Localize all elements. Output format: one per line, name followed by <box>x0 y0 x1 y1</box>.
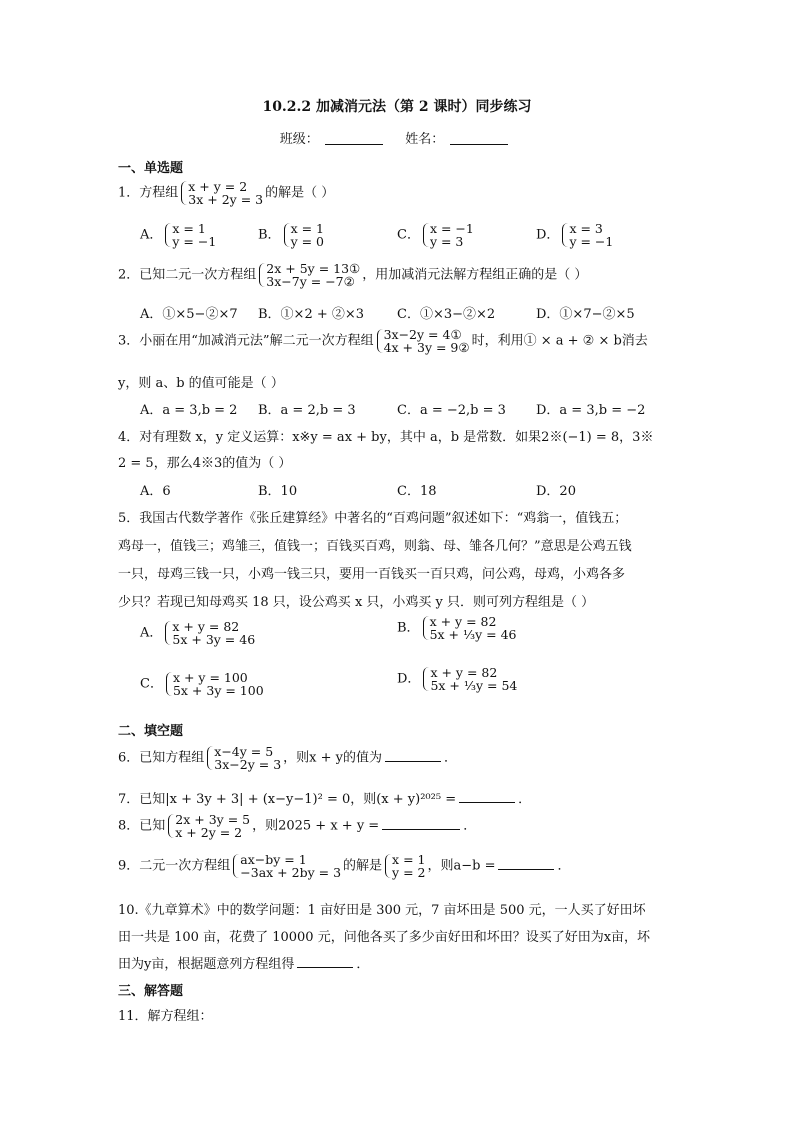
answer-blank[interactable] <box>459 791 515 803</box>
option-b[interactable]: B．10 <box>258 484 298 499</box>
question-5: 5．我国古代数学著作《张丘建算经》中著名的“百鸡问题”叙述如下：“鸡翁一，值钱五； <box>118 511 628 526</box>
option-d[interactable]: D．20 <box>536 484 576 499</box>
option-b[interactable]: B．a = 2,b = 3 <box>258 403 356 418</box>
equation-system: x−4y = 5 3x−2y = 3 <box>206 745 281 771</box>
option-d[interactable]: D． x = 3 y = −1 <box>536 221 614 249</box>
option-a[interactable]: A．6 <box>140 484 171 499</box>
option-d[interactable]: D．①×7−②×5 <box>536 307 635 322</box>
equation-system: x = 1 y = −1 <box>164 222 216 248</box>
name-field[interactable] <box>450 132 508 145</box>
equation-system: ax−by = 1 −3ax + 2by = 3 <box>232 853 341 879</box>
name-label: 姓名： <box>405 132 445 147</box>
equation-system: x = 1 y = 0 <box>283 222 324 248</box>
equation-system: x + y = 82 5x + ⅓y = 46 <box>422 615 517 641</box>
option-c[interactable]: C． x + y = 100 5x + 3y = 100 <box>140 670 264 698</box>
option-a[interactable]: A．①×5−②×7 <box>140 307 238 322</box>
question-4-line-2: 2 = 5，那么4※3的值为（ ） <box>118 456 292 471</box>
option-b[interactable]: B． x + y = 82 5x + ⅓y = 46 <box>397 614 517 642</box>
section-heading: 一、单选题 <box>118 161 184 176</box>
equation-system: 3x−2y = 4① 4x + 3y = 9② <box>376 328 470 354</box>
answer-blank[interactable] <box>382 818 460 830</box>
question-9: 9．二元一次方程组 ax−by = 1 −3ax + 2by = 3 的解是 x = 1 y = 2 ，则a−b = ． <box>118 852 571 880</box>
option-c[interactable]: C．①×3−②×2 <box>397 307 496 322</box>
question-3-line-2: y，则 a、b 的值可能是（ ） <box>118 376 284 391</box>
question-6: 6．已知方程组 x−4y = 5 3x−2y = 3 ，则x + y的值为 ． <box>118 744 458 772</box>
question-text: ，用加减消元法解方程组正确的是（ ） <box>362 267 588 283</box>
answer-blank[interactable] <box>498 858 554 870</box>
question-1 <box>118 180 334 206</box>
page-title: 10.2.2 加减消元法（第 2 课时）同步练习 <box>262 99 532 115</box>
equation-system: x + y = 100 5x + 3y = 100 <box>165 671 264 697</box>
question-2 <box>118 262 587 288</box>
equation-system: 2x + 5y = 13① 3x−7y = −7② <box>258 262 360 288</box>
equation-system: x = 1 y = 2 <box>384 853 425 879</box>
option-d[interactable]: D．a = 3,b = −2 <box>536 403 646 418</box>
question-4: 4．对有理数 x，y 定义运算：x※y = ax + by，其中 a，b 是常数．如果2※(−1) = 8，3※ <box>118 430 654 445</box>
question-5-line-4: 少只？若现已知母鸡买 18 只，设公鸡买 x 只，小鸡买 y 只．则可列方程组是（ ） <box>118 595 595 610</box>
student-info <box>0 128 794 147</box>
equation-system: x + y = 82 5x + 3y = 46 <box>164 620 255 646</box>
equation-system: x + y = 2 3x + 2y = 3 <box>180 180 263 206</box>
option-c[interactable]: C．18 <box>397 484 437 499</box>
question-3 <box>118 328 648 354</box>
question-8: 8．已知 2x + 3y = 5 x + 2y = 2 ，则2025 + x + y = ． <box>118 812 477 840</box>
section-heading: 三、解答题 <box>118 984 184 999</box>
option-a[interactable]: A． x + y = 82 5x + 3y = 46 <box>140 619 256 647</box>
option-d[interactable]: D． x + y = 82 5x + ⅓y = 54 <box>397 665 518 693</box>
option-b[interactable]: B．①×2 + ②×3 <box>258 307 365 322</box>
option-c[interactable]: C．a = −2,b = 3 <box>397 403 506 418</box>
class-label: 班级： <box>279 132 319 147</box>
question-5-line-2: 鸡母一，值钱三；鸡雏三，值钱一；百钱买百鸡，则翁、母、雏各几何？”意思是公鸡五钱 <box>118 539 632 554</box>
question-10-line-2: 田一共是 100 亩，花费了 10000 元，问他各买了多少亩好田和坏田？设买了好田为x亩，坏 <box>118 930 651 945</box>
class-field[interactable] <box>325 132 383 145</box>
option-a[interactable]: A．a = 3,b = 2 <box>140 403 238 418</box>
equation-system: x + y = 82 5x + ⅓y = 54 <box>422 666 517 692</box>
equation-system: 2x + 3y = 5 x + 2y = 2 <box>167 813 250 839</box>
answer-blank[interactable] <box>297 956 353 968</box>
section-heading: 二、填空题 <box>118 724 184 739</box>
question-10-line-3: 田为y亩，根据题意列方程组得 ． <box>118 957 370 972</box>
question-text: 2．已知二元一次方程组 <box>118 267 257 283</box>
question-11: 11．解方程组： <box>118 1009 213 1024</box>
equation-system: x = 3 y = −1 <box>561 222 613 248</box>
option-b[interactable]: B． x = 1 y = 0 <box>258 221 324 249</box>
question-text: 的解是（ ） <box>265 185 335 201</box>
question-text: 3．小丽在用“加减消元法”解二元一次方程组 <box>118 333 374 349</box>
answer-blank[interactable] <box>385 750 441 762</box>
question-7: 7．已知|x + 3y + 3| + (x−y−1)² = 0，则(x + y)²⁰²⁵ = ． <box>118 792 532 807</box>
option-a[interactable]: A． x = 1 y = −1 <box>140 221 217 249</box>
question-text: 1．方程组 <box>118 185 179 201</box>
equation-system: x = −1 y = 3 <box>422 222 474 248</box>
question-text: 时，利用① × a + ② × b消去 <box>471 333 648 349</box>
question-5-line-3: 一只，母鸡三钱一只，小鸡一钱三只，要用一百钱买一百只鸡，问公鸡，母鸡，小鸡各多 <box>118 567 626 582</box>
question-10: 10.《九章算术》中的数学问题：1 亩好田是 300 元，7 亩坏田是 500 元，一人买了好田坏 <box>118 903 646 918</box>
option-c[interactable]: C． x = −1 y = 3 <box>397 221 474 249</box>
